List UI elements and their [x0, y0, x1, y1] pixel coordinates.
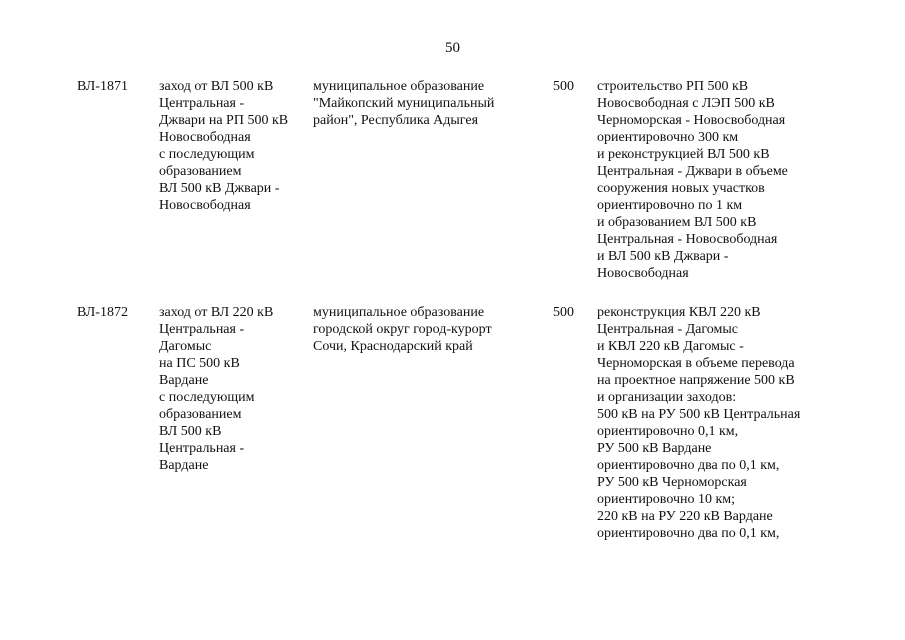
route-description-cell: заход от ВЛ 220 кВ Центральная - Дагомыс на ПС 500 кВ Вардане с последующим образованием ВЛ 500 кВ Центральная - Вардане [159, 305, 274, 473]
route-description-cell: заход от ВЛ 500 кВ Центральная - Джвари на РП 500 кВ Новосвободная с последующим образованием ВЛ 500 кВ Джвари - Новосвободная [159, 79, 289, 213]
voltage-cell: 500 [553, 305, 574, 320]
voltage-cell: 500 [553, 79, 574, 94]
municipality-cell: муниципальное образование городской округ город-курорт Сочи, Краснодарский край [313, 305, 492, 354]
municipality-cell: муниципальное образование "Майкопский муниципальный район", Республика Адыгея [313, 79, 495, 128]
line-id-cell: ВЛ-1871 [77, 79, 128, 94]
work-description-cell: реконструкция КВЛ 220 кВ Центральная - Дагомыс и КВЛ 220 кВ Дагомыс - Черноморская в объеме перевода на проектное напряжение 500 кВ и организации заходов: 500 кВ на РУ 500 кВ Центральная ориентировочно 0,1 км, РУ 500 кВ Вардане ориентировочно два по 0,1 км, РУ 500 кВ Черноморская ориентировочно 10 км; 220 кВ на РУ 220 кВ Вардане ориентировочно два по 0,1 км, [597, 305, 801, 541]
line-id-cell: ВЛ-1872 [77, 305, 128, 320]
work-description-cell: строительство РП 500 кВ Новосвободная с ЛЭП 500 кВ Черноморская - Новосвободная ориентировочно 300 км и реконструкцией ВЛ 500 кВ Центральная - Джвари в объеме сооружения новых участков ориентировочно по 1 км и образованием ВЛ 500 кВ Центральная - Новосвободная и ВЛ 500 кВ Джвари - Новосвободная [597, 79, 788, 281]
page-number: 50 [445, 40, 460, 56]
